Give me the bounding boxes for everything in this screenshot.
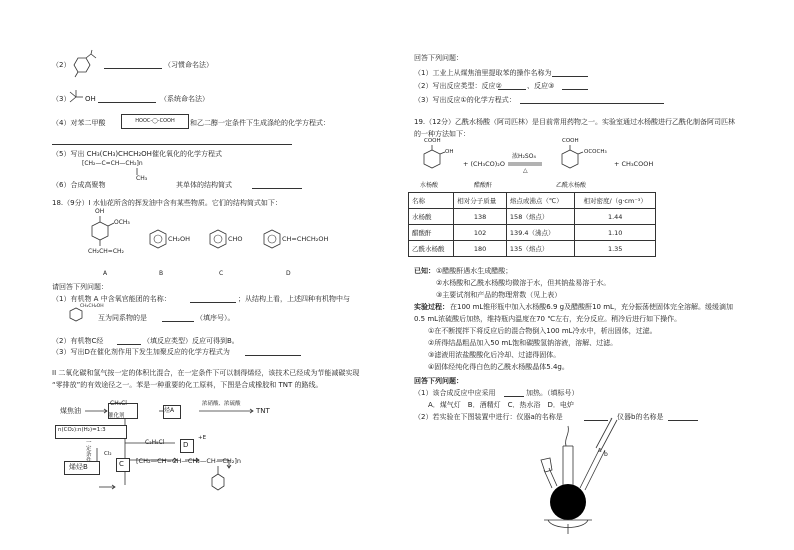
anhydride-name: 醋酸酐 (474, 182, 493, 189)
table-row (409, 209, 656, 225)
table-row (409, 241, 656, 257)
cond-bottom: △ (523, 167, 528, 174)
q3-answer-line[interactable] (98, 96, 156, 103)
apparatus-label-b: b (604, 451, 608, 458)
known-2: ②水杨酸和乙酰水杨酸均微溶于水，但其钠盐易溶于水。 (436, 279, 611, 287)
flow-polymer-benzene-icon (208, 466, 228, 496)
q18-s1b: ；从结构上看，上述四种有机物中与 (238, 295, 350, 303)
flow-catalyst: 催化剂 (108, 413, 125, 419)
table-cell: 135（熔点） (506, 241, 575, 257)
table-header: 相对密度/（g·cm⁻³） (575, 193, 656, 209)
part2-line2: “零排放”的有效途径之一。苯是一种重要的化工原料，下图是合成橡胶和 TNT 的路线。 (52, 381, 323, 389)
q2-number: （2） (52, 61, 71, 69)
q3-suffix: （系统命名法） (160, 95, 209, 103)
step-1: ①在不断搅拌下将反应后的混合物倒入100 mL冷水中，析出固体，过滤。 (428, 327, 657, 335)
q5-polymer-branch: CH₃ (136, 175, 148, 182)
q3-number: （3） (52, 95, 71, 103)
known-3: ③主要试剂和产品的物理常数（见上表） (436, 291, 562, 299)
flow-polymer: [CH₂—CH=CH—CH₂—CH—CH₂]n (136, 457, 242, 465)
label-d: D (286, 270, 291, 277)
table-cell: 乙酰水杨酸 (409, 241, 454, 257)
q6-text2: 其单体的结构简式 (176, 181, 232, 189)
table-cell: 水杨酸 (409, 209, 454, 225)
sal-name: 水杨酸 (420, 182, 439, 189)
q4-text2: 和乙二醇一定条件下生成涤纶的化学方程式： (190, 119, 330, 127)
right-ask: 回答下列问题： (414, 54, 463, 62)
table-header-row (409, 193, 656, 209)
salicylic-acid-icon (418, 140, 458, 180)
a1-answer[interactable] (504, 390, 524, 397)
molecule-a-oh: OH (95, 208, 105, 215)
steps-label: 实验过程： (414, 303, 449, 311)
label-b: B (159, 270, 164, 277)
apparatus-label-a: a (598, 447, 602, 454)
q18-s1d: （填序号）。 (196, 314, 235, 322)
r3-answer[interactable] (520, 97, 664, 104)
step-2: ②所得结晶粗品加入50 mL饱和碳酸氢钠溶液，溶解、过滤。 (428, 339, 618, 347)
q4-text: （4）对苯二甲酸 (52, 119, 106, 127)
a2b-text: ，仪器b的名称是 (610, 413, 664, 421)
flow-olefin: 烯烃B (69, 463, 88, 471)
table-cell: 1.10 (575, 225, 656, 241)
byproduct: + CH₃COOH (614, 160, 654, 168)
sal-cooh: COOH (424, 138, 441, 144)
q18-ask: 请回答下列问题： (52, 283, 108, 291)
q6-text: （6）合成高聚物 (52, 181, 106, 189)
r3-text: （3）写出反应①的化学方程式： (414, 96, 516, 104)
r2-text: （2）写出反应类型：反应② (414, 82, 502, 90)
property-table (408, 192, 656, 257)
q18-s3-answer[interactable] (245, 349, 301, 356)
flow-c2h5cl: C₂H₅Cl (145, 439, 165, 446)
q18-s1a: （1）有机物 A 中含氧官能团的名称： (52, 295, 171, 303)
known-1: ①醋酸酐遇水生成醋酸； (436, 267, 513, 275)
steps-line1: 在100 mL锥形瓶中加入水杨酸6.9 g及醋酸酐10 mL，充分振荡使固体完全溶解。缓缓滴加 (450, 303, 733, 311)
step-3: ③滤液用浓盐酸酸化后冷却、过滤得固体。 (428, 351, 561, 359)
flow-coal-oil: 煤焦油 (60, 407, 81, 415)
flow-a: 烃A (164, 407, 175, 414)
molecule-d-group: CH=CHCH₂OH (282, 235, 329, 243)
table-cell: 139.4（沸点） (506, 225, 575, 241)
part2-line1: II 二氧化碳和氢气按一定的体积比混合，在一定条件下可以制得烯烃，该技术已经成为节能减碳实现 (52, 369, 360, 377)
q18-s1c: 互为同系物的是 (98, 314, 147, 322)
apparatus-flask-icon (540, 424, 630, 536)
a2-answer-a[interactable] (584, 414, 608, 421)
table-cell: 158（熔点） (506, 209, 575, 225)
sal-oh: OH (445, 149, 454, 155)
flow-e: +E (198, 435, 207, 441)
a1-options: A．煤气灯 B．酒精灯 C．热水浴 D．电炉 (428, 401, 574, 409)
a1b-text: 加热。（填标号） (526, 389, 579, 397)
q4-answer-line[interactable] (52, 138, 292, 145)
q2-answer-line[interactable] (104, 62, 162, 69)
flow-cl2: Cl₂ (104, 451, 112, 457)
table-header: 相对分子质量 (454, 193, 507, 209)
table-cell: 1.44 (575, 209, 656, 225)
aspirin-cooh: COOH (562, 138, 579, 144)
q18-s2: （2）有机物C经 (52, 337, 104, 345)
aspirin-icon (556, 140, 596, 180)
molecule-a-och3: OCH₃ (114, 219, 130, 226)
q5-branch-bond-icon (135, 168, 139, 176)
flow-acid: 浓硝酸、浓硫酸 (202, 401, 241, 407)
aspirin-ococh3: OCOCH₃ (584, 149, 607, 155)
known-label: 已知： (414, 267, 435, 275)
table-cell: 138 (454, 209, 507, 225)
molecule-a-chain: CH₂CH=CH₂ (88, 248, 124, 255)
table-cell: 102 (454, 225, 507, 241)
q18-s2-answer[interactable] (117, 338, 141, 345)
step-4: ④固体经纯化得白色的乙酰水杨酸晶体5.4g。 (428, 363, 569, 371)
r2-answer[interactable] (498, 83, 526, 90)
flow-c: C (119, 460, 124, 468)
table-header: 熔点或沸点（℃） (506, 193, 575, 209)
q19-line2: 的一种方法如下： (414, 130, 470, 138)
q6-answer-line[interactable] (252, 182, 302, 189)
q2-structure-icon (66, 52, 106, 76)
q5-polymer: [CH₂—C=CH—CH₂]n (82, 160, 143, 167)
table-cell: 180 (454, 241, 507, 257)
q18-s1c-answer[interactable] (162, 315, 194, 322)
q4-formula-box: HOOC-◯-COOH (121, 114, 189, 129)
q2-suffix: （习惯命名法） (164, 61, 213, 69)
label-a: A (103, 270, 108, 277)
r2b-answer[interactable] (562, 83, 588, 90)
r1-answer[interactable] (552, 70, 588, 77)
a2-text: （2）若实验在下图装置中进行：仪器a的名称是 (414, 413, 563, 421)
table-cell: 醋酸酐 (409, 225, 454, 241)
flow-ratio: n(CO₂):n(H₂)=1:3 (58, 427, 106, 433)
molecule-c-group: CHO (228, 235, 243, 243)
cond-top: 浓H₂SO₄ (512, 153, 536, 160)
q18-s2b: （填反应类型）反应可得到B。 (143, 337, 239, 345)
q19-line1: 19.（12分）乙酰水杨酸（阿司匹林）是目前常用药物之一。实验室通过水杨酸进行乙酰化制备阿司匹林 (414, 118, 736, 126)
right-ask2: 回答下列问题： (414, 377, 463, 385)
q18-s1-answer[interactable] (190, 296, 236, 303)
flow-d: D (183, 441, 189, 449)
flow-ch3cl: CH₃Cl (110, 400, 127, 407)
label-c: C (219, 270, 224, 277)
molecule-b-group: CH₂OH (168, 235, 191, 243)
aspirin-name: 乙酰水杨酸 (556, 182, 587, 189)
reagent: + (CH₃CO)₂O (463, 160, 505, 168)
q18-s3: （3）写出D在催化剂作用下发生加聚反应的化学方程式为 (52, 348, 230, 356)
q5-text: （5）写出 CH₃(CH₃)CHCH₂OH催化氧化的化学方程式 (52, 150, 222, 158)
q18-title: 18.（9分）I 水仙花所含的挥发油中含有某些物质。它们的结构简式如下： (52, 199, 282, 207)
s1-molecule-group: CH₂CH₂OH (80, 304, 104, 309)
q3-oh: OH (85, 95, 96, 103)
steps-line2: 0.5 mL浓硫酸后加热，维持瓶内温度在70 ℃左右，充分反应。稍冷后进行如下操作。 (414, 315, 682, 323)
a2-answer-b[interactable] (668, 414, 698, 421)
table-row (409, 225, 656, 241)
reaction-arrow-icon (508, 162, 544, 166)
a1-text: （1）该合成反应中应采用 (414, 389, 496, 397)
table-cell: 1.35 (575, 241, 656, 257)
r1-text: （1）工业上从煤焦油里提取苯的操作名称为 (414, 69, 552, 77)
table-header: 名称 (409, 193, 454, 209)
flow-condition: 一定条 (86, 440, 92, 459)
flow-tnt: TNT (256, 407, 270, 415)
r2b-text: 、反应③ (527, 82, 555, 90)
